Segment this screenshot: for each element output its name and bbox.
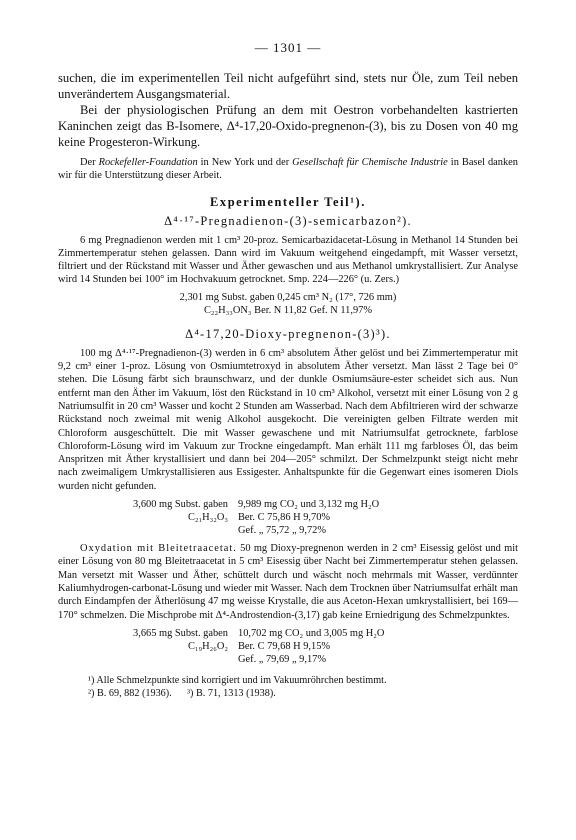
section-1-title: Δ⁴·¹⁷-Pregnadienon-(3)-semicarbazon²). [164,213,412,228]
acknowledgement [58,156,518,183]
analysis-right: Ber. C 79,68 H 9,15% [238,640,331,652]
analysis-right: Ber. C 75,86 H 9,70% [238,512,331,524]
experimental-heading: Experimenteller Teil¹). [210,194,366,209]
ack-text-2: in New York und der [197,157,293,168]
page [58,40,518,700]
analysis-row [58,640,518,653]
analysis-row [58,511,518,524]
page-number: — 1301 — [254,40,322,55]
section-2-text: 100 mg Δ⁴·¹⁷-Pregnadienon-(3) werden in 6 cm³ absolutem Äther gelöst und bei Zimmertemperatur mit 9,2 cm³ einer 1-proz. Lösung von Osmiumtetroxyd in absolutem Äther versetzt. Man lässt 2 Tage bei 0° stehen. Die Lösung färbt sich braunschwarz, und der dunkle Osmiumsäure-ester scheidet sich aus. Nun entfernt man den Äther im Vakuum, löst den Rückstand in 10 cm³ Alkohol, versetzt mit einer Lösung von 2 g Natriumsulfit in 20 cm³ Wasser und kocht 2 Stunden am Wasserbad. Nach dem Abfiltrieren wird der schwarze Rückstand noch zweimal mit wenig Alkohol ausgekocht. Die vereinigten gelben Filtrate werden mit Chloroform ausgeschüttelt. Die mit Wasser gewaschene und mit Natriumsulfat getrocknete, farblose Chloroform-Lösung wird im Vakuum zur Trockne eingedampft. Man erhält 111 mg farbloses Öl, das beim Anspritzen mit Äther krystallisiert und dann bei 204—205° schmilzt. Der Schmelzpunkt steigt nicht mehr nach zweimaligem Umkrystallisieren aus Essigester. Anhaltspunkte für die Gegenwart eines isomeren Diols wurden nicht gefunden. [58,347,518,492]
oxidation-text: 50 mg Dioxy-pregnenon werden in 2 cm³ Eisessig gelöst und mit einer Lösung von 80 mg Bleitetraacetat in 5 cm³ Eisessig über Nacht bei Zimmertemperatur stehen gelassen. Man versetzt mit Wasser und Äther, schüttelt durch und wäscht noch mehrmals mit Wasser, verdünnter Kaliumhydrogen-carbonat-Lösung und wieder mit Wasser. Nach dem Trocknen über Natriumsulfat erhält man durch Eindampfen der Ätherlösung 47 mg weisse Krystalle, die aus Aceton-Hexan umkrystallisiert, bei 169—170° schmelzen. Die Mischprobe mit Δ⁴-Androstendion-(3,17) gab keine Erniedrigung des Schmelzpunktes. [58,543,518,621]
analysis-left [58,524,238,537]
analysis-row [58,524,518,537]
analysis-row [58,498,518,511]
analysis-right: Gef. „ 75,72 „ 9,72% [238,525,327,537]
section-2-analysis [58,498,518,537]
analysis-left: C₂₁H₃₂O₃ [187,512,228,524]
analysis-right: Gef. „ 79,69 „ 9,17% [238,653,327,665]
footnote-2-3: ²) B. 69, 882 (1936). ³) B. 71, 1313 (1938). [88,687,276,699]
ack-text-3: in Basel danken wir für die Unterstützung dieser Arbeit. [58,157,518,182]
section-1-analysis-line-1: 2,301 mg Subst. gaben 0,245 cm³ N₂ (17°, 726 mm) [179,291,397,303]
intro-paragraph-1: suchen, die im experimentellen Teil nicht aufgeführt sind, stets nur Öle, zum Teil neben unverändertem Ausgangsmaterial. [58,71,518,101]
analysis-left: C₁₉H₂₆O₂ [187,640,228,652]
ack-rockefeller: Rockefeller-Foundation [98,157,198,168]
section-1-analysis-line-2: C₂₂H₃₃ON₃ Ber. N 11,82 Gef. N 11,97% [204,305,372,317]
analysis-left [58,653,238,666]
oxidation-lead: Oxydation mit Bleitetraacetat. [80,543,237,555]
footnotes [58,674,518,700]
section-1-text: 6 mg Pregnadienon werden mit 1 cm³ 20-proz. Semicarbazidacetat-Lösung in Methanol 14 Stunden bei Zimmertemperatur stehen gelassen. Dann wird im Vakuum weitgehend eingedampft, mit Wasser versetzt, filtriert und der Rückstand mit Wasser und Äther gewaschen und aus Methanol umkrystallisiert. Zur Analyse wird 14 Stunden bei 100° im Hochvakuum getrocknet. Smp. 224—226° (u. Zers.) [58,234,518,286]
footnote-1: ¹) Alle Schmelzpunkte sind korrigiert und im Vakuumröhrchen bestimmt. [88,674,387,686]
ack-gesellschaft: Gesellschaft für Chemische Industrie [292,157,448,168]
analysis-left: 3,600 mg Subst. gaben [133,499,228,511]
analysis-right: 9,989 mg CO₂ und 3,132 mg H₂O [238,499,380,511]
oxidation-analysis [58,627,518,666]
section-2-title: Δ⁴-17,20-Dioxy-pregnenon-(3)³). [185,326,391,341]
analysis-row [58,653,518,666]
oxidation-paragraph [58,542,518,622]
analysis-left: 3,665 mg Subst. gaben [133,627,228,639]
analysis-right: 10,702 mg CO₂ und 3,005 mg H₂O [238,627,385,639]
analysis-row [58,627,518,640]
ack-text-1: Der [80,157,99,168]
intro-paragraph-2: Bei der physiologischen Prüfung an dem mit Oestron vorbehandelten kastrierten Kaninchen zeigt das B-Isomere, Δ⁴-17,20-Oxido-pregnenon-(3), bis zu Dosen von 40 mg keine Progesteron-Wirkung. [58,103,518,149]
